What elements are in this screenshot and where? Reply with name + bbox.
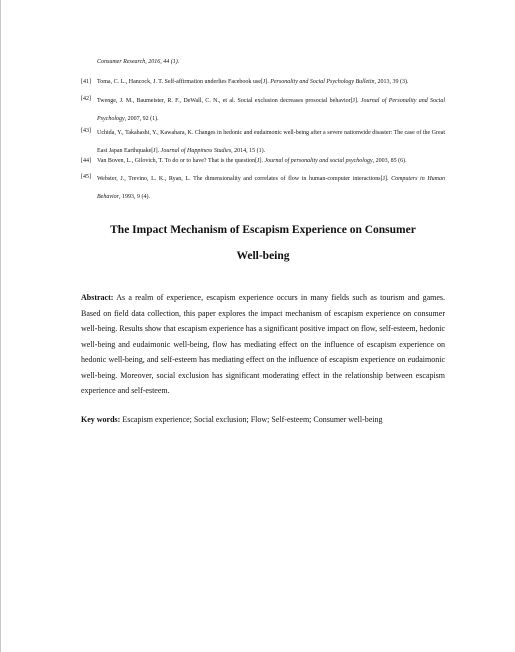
reference-continuation: [97, 58, 179, 66]
reference-tail: , 1993, 9 (4).: [119, 194, 150, 200]
reference-journal: Computers in Human Behavior: [97, 176, 445, 200]
reference-tail: , 2007, 92 (1).: [124, 116, 159, 122]
reference-authors: Webster, J., Trevino, L. K., Ryan, L. The dimensionality and correlates of flow in human-computer interactions[J].: [97, 176, 392, 182]
reference-tail: , 2003, 85 (6).: [372, 158, 407, 164]
reference-item-45: [81, 170, 445, 206]
reference-authors: Twenge, J. M., Baumeister, R. F., DeWall, C. N., et al. Social exclusion decreases prosocial behavior[J].: [97, 98, 361, 104]
keywords-label: Key words:: [81, 415, 121, 424]
reference-tail: , 2014, 15 (1).: [231, 148, 266, 154]
reference-item-42: [81, 92, 445, 128]
article-title-line-2: Well-being: [236, 250, 290, 262]
reference-tail: , 2013, 39 (3).: [374, 79, 409, 85]
abstract-label: Abstract:: [81, 293, 114, 302]
reference-number: [43]: [81, 128, 91, 134]
article-title-line-1: The Impact Mechanism of Escapism Experience on Consumer: [110, 224, 416, 236]
reference-authors: Van Boven, L., Gilovich, T. To do or to have? That is the question[J].: [97, 158, 265, 164]
reference-number: [41]: [81, 79, 91, 85]
reference-journal: Personality and Social Psychology Bulletin: [270, 79, 375, 85]
abstract-paragraph: [81, 290, 445, 399]
reference-number: [42]: [81, 96, 91, 102]
reference-item-41: [81, 75, 445, 89]
keywords-line: [81, 414, 445, 426]
reference-continuation-text: Consumer Research, 2016, 44 (1).: [97, 59, 180, 65]
reference-journal: Journal of personality and social psychology: [264, 158, 373, 164]
abstract-text: As a realm of experience, escapism experience occurs in many fields such as tourism and games. Based on field data collection, this paper explores the impact mechanism of escapism experience on consumer well-being. Results show that escapism experience has a significant positive impact on flow, self-esteem, hedonic well-being and eudaimonic well-being, flow has mediating effect on the influence of escapism experience on hedonic well-being, and self-esteem has mediating effect on the influence of escapism experience on eudaimonic well-being. Moreover, social exclusion has significant moderating effect in the relationship between escapism experience and self-esteem.: [81, 293, 445, 395]
reference-number: [45]: [81, 174, 91, 180]
keywords-text: Escapism experience; Social exclusion; Flow; Self-esteem; Consumer well-being: [120, 415, 383, 424]
reference-journal: Journal of Personality and Social Psychology: [97, 98, 445, 122]
reference-item-44: [81, 154, 445, 168]
reference-journal: Journal of Happiness Studies: [160, 148, 232, 154]
reference-authors: Toma, C. L., Hancock, J. T. Self-affirmation underlies Facebook use[J].: [97, 79, 271, 85]
reference-authors: Uchida, Y., Takahashi, Y., Kawahara, K. Changes in hedonic and eudaimonic well-being after a severe nationwide disaster: The case of the Great East Japan Earthquake[J].: [97, 130, 445, 154]
reference-number: [44]: [81, 158, 91, 164]
